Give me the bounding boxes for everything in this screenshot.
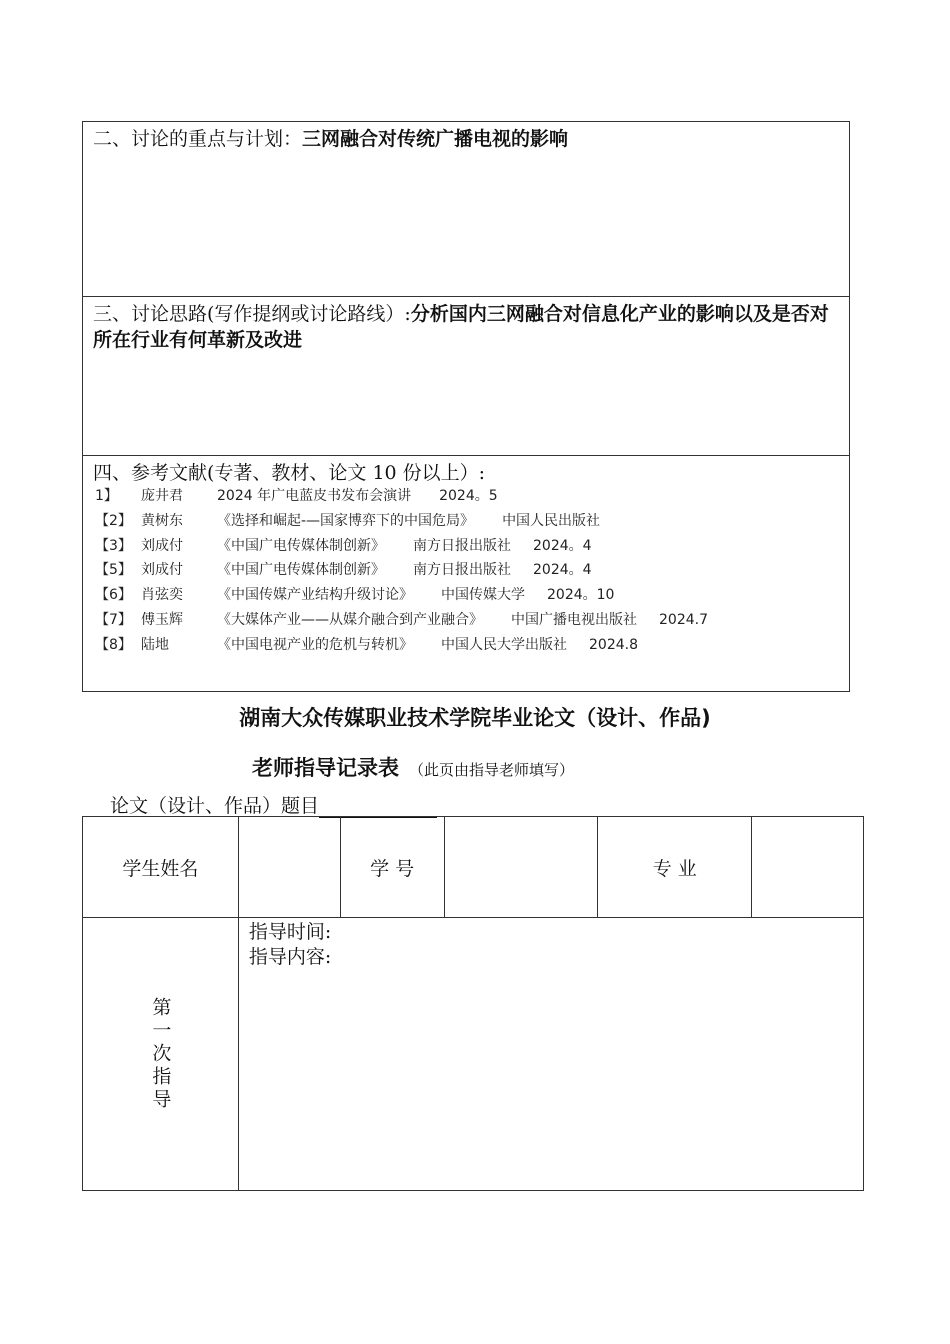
major-label: 专 业 — [598, 817, 752, 918]
first-guidance-row — [83, 918, 864, 1191]
section-4-label: 四、参考文献(专著、教材、论文 10 份以上）: — [93, 462, 486, 484]
guidance-time-label: 指导时间: — [248, 921, 332, 943]
reference-title: 《大媒体产业——从媒介融合到产业融合》 — [217, 611, 483, 628]
student-name-label: 学生姓名 — [83, 817, 239, 918]
first-guidance-cell[interactable] — [238, 918, 863, 1191]
reference-author: 刘成付 — [141, 537, 183, 554]
reference-item — [95, 608, 843, 633]
topic-line — [110, 791, 437, 818]
reference-date: 2024。4 — [533, 537, 592, 554]
reference-title: 2024 年广电蓝皮书发布会演讲 — [217, 488, 412, 504]
section-3-content: 分析国内三网融合对信息化产业的影响以及是否对所在行业有何革新及改进 — [93, 303, 829, 351]
record-subtitle — [252, 752, 574, 782]
record-subtitle-note: （此页由指导老师填写） — [409, 761, 575, 779]
reference-item — [95, 484, 843, 509]
first-guidance-label: 第一次指导 — [83, 918, 239, 1191]
student-id-label: 学 号 — [340, 817, 444, 918]
student-info-row — [83, 817, 864, 918]
section-2-box — [82, 121, 850, 297]
reference-title: 《中国传媒产业结构升级讨论》 — [217, 587, 413, 604]
reference-number: 【2】 — [95, 512, 132, 529]
reference-publisher: 中国人民大学出版社 — [441, 636, 567, 653]
reference-date: 2024.8 — [589, 636, 638, 653]
reference-title: 《中国广电传媒体制创新》 — [217, 537, 385, 554]
reference-author: 黄树东 — [141, 512, 183, 529]
major-cell[interactable] — [752, 817, 864, 918]
reference-publisher: 中国传媒大学 — [441, 587, 525, 604]
student-name-cell[interactable] — [238, 817, 340, 918]
student-id-cell[interactable] — [444, 817, 598, 918]
guidance-content-label: 指导内容: — [248, 946, 332, 968]
reference-item — [95, 509, 843, 534]
reference-number: 【3】 — [95, 537, 132, 554]
section-2-heading — [93, 126, 841, 152]
reference-author: 刘成付 — [141, 562, 183, 579]
guidance-record-table — [82, 816, 864, 1191]
reference-item — [95, 558, 843, 583]
section-4-box — [82, 455, 850, 692]
reference-item — [95, 583, 843, 608]
section-3-label: 三、讨论思路(写作提纲或讨论路线）: — [93, 303, 411, 325]
reference-author: 傅玉辉 — [141, 611, 183, 628]
reference-item — [95, 534, 843, 559]
reference-date: 2024。4 — [533, 562, 592, 579]
reference-item — [95, 633, 843, 658]
reference-title: 《选择和崛起-—国家博弈下的中国危局》 — [217, 512, 475, 529]
reference-title: 《中国电视产业的危机与转机》 — [217, 636, 413, 653]
reference-title: 《中国广电传媒体制创新》 — [217, 562, 385, 579]
reference-author: 庞井君 — [141, 488, 183, 504]
reference-number: 1】 — [95, 488, 118, 504]
section-2-label: 二、讨论的重点与计划： — [93, 128, 303, 150]
reference-publisher: 中国人民出版社 — [502, 512, 601, 529]
reference-number: 【6】 — [95, 587, 132, 604]
record-subtitle-text: 老师指导记录表 — [252, 756, 399, 780]
reference-number: 【7】 — [95, 611, 132, 628]
reference-publisher: 南方日报出版社 — [413, 537, 511, 554]
section-3-heading — [93, 301, 841, 353]
reference-author: 肖弦奕 — [141, 587, 183, 604]
topic-label: 论文（设计、作品）题目 — [110, 795, 320, 817]
section-3-box — [82, 296, 850, 456]
record-title: 湖南大众传媒职业技术学院毕业论文（设计、作品) — [239, 706, 711, 730]
reference-date: 2024。5 — [439, 488, 498, 504]
topic-blank-field[interactable] — [319, 797, 437, 818]
reference-publisher: 南方日报出版社 — [413, 562, 511, 579]
section-2-content: 三网融合对传统广播电视的影响 — [302, 128, 569, 150]
reference-number: 【8】 — [95, 636, 132, 653]
reference-list — [95, 484, 843, 658]
reference-author: 陆地 — [141, 636, 169, 653]
reference-date: 2024.7 — [659, 611, 708, 628]
reference-date: 2024。10 — [547, 587, 615, 604]
reference-publisher: 中国广播电视出版社 — [511, 611, 637, 628]
reference-number: 【5】 — [95, 562, 132, 579]
